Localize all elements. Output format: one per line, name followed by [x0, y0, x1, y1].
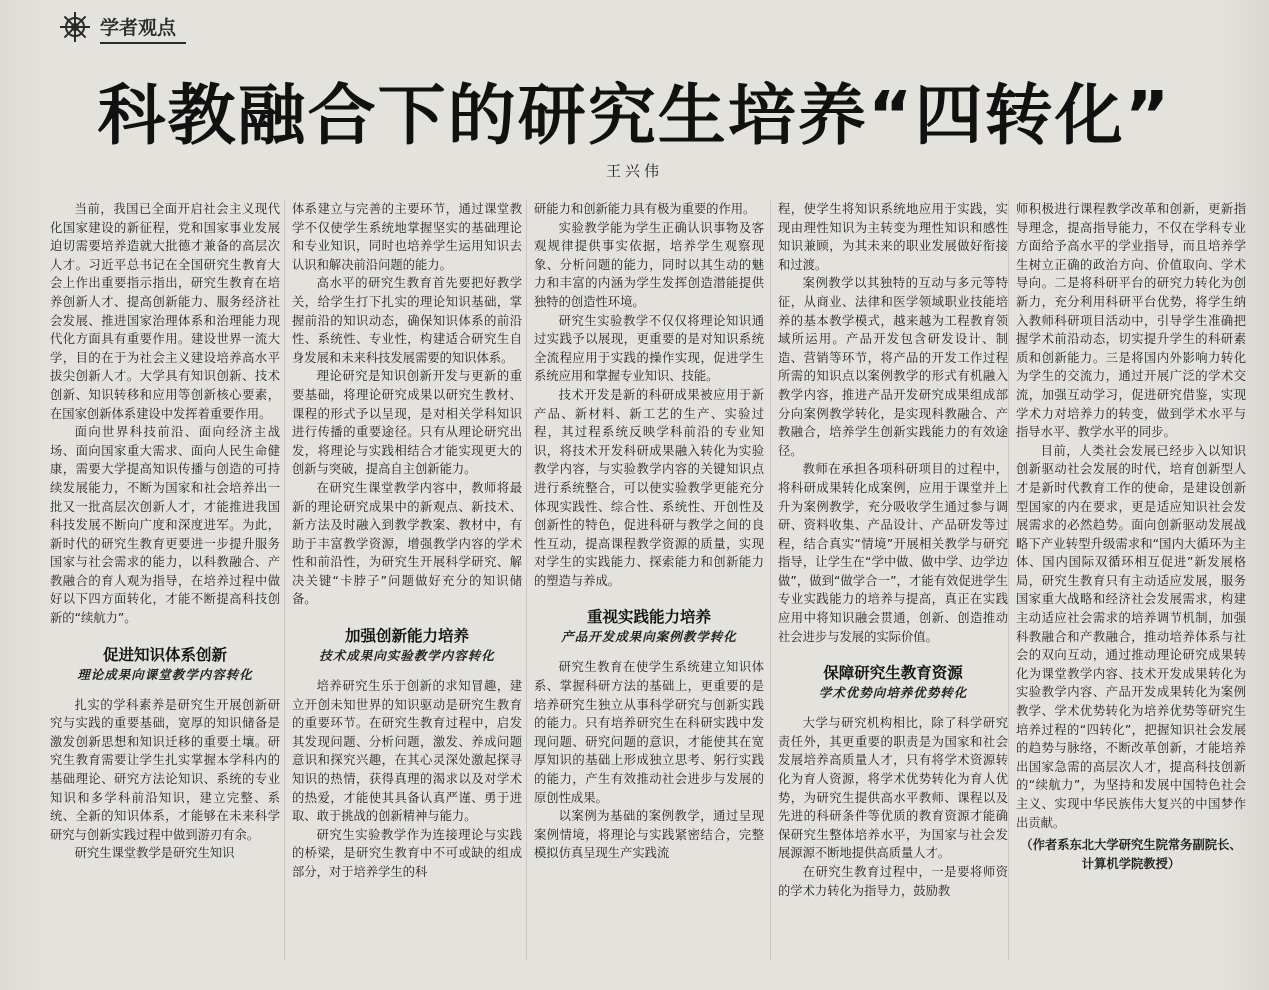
paragraph: 实验教学能为学生正确认识事物及客观规律提供事实依据，培养学生观察现象、分析问题的能力，同时以其生动的魅力和丰富的内涵为学生发挥创造潜能提供独特的创造性环境。 — [534, 220, 764, 309]
ship-wheel-icon — [58, 10, 92, 44]
subheading-title: 保障研究生教育资源 — [823, 664, 963, 683]
paragraph: 教师在承担各项科研项目的过程中，将科研成果转化成案例，应用于课堂并上升为案例教学，充分吸收学生通过参与调研、资料收集、产品设计、产品研发等过程，结合真实“情境”开展相关教学与研究指导，让学生在“学中做、做中学、边学边做”，做到“做学合一”，才能有效促进学生专业实践能力的培养与提高，真正在实践应用中将知识融会贯通，创新、创造推动社会进步与发展的实际价值。 — [778, 462, 1008, 644]
column-rule — [770, 200, 771, 960]
paragraph: 技术开发是新的科研成果被应用于新产品、新材料、新工艺的生产、实验过程，其过程系统反映学科前沿的专业知识，将技术开发科研成果融入转化为实验教学内容，与实验教学内容的关键知识点进行系统整合，可以使实验教学更能充分体现实践性、综合性、系统性、开创性及创新性的特色，促进科研与教学之间的良性互动，提高课程教学资源的质量，实现对学生的实践能力、探索能力和创新能力的塑造与养成。 — [534, 387, 764, 588]
paragraph: 以案例为基础的案例教学，通过呈现案例情境，将理论与实践紧密结合，完整模拟仿真呈现生产实践流 — [534, 809, 764, 861]
paragraph: 师积极进行课程教学改革和创新，更新指导理念，提高指导能力，不仅在学科专业方面给予高水平的学业指导，而且培养学生树立正确的政治方向、价值取向、学术导向。二是将科研平台的研究力转化为创新力，充分利用科研平台优势，将学生纳入教师科研项目活动中，引导学生准确把握学术前沿动态，切实提升学生的科研素质和创新能力。三是将国内外影响力转化为学生的交流力，通过开展广泛的学术交流，加强互动学习，促进研究借鉴，实现学术力对培养力的转变，做到学术水平与指导水平、教学水平的同步。 — [1016, 202, 1246, 440]
paragraph: 当前，我国已全面开启社会主义现代化国家建设的新征程，党和国家事业发展迫切需要培养造就大批德才兼备的高层次人才。习近平总书记在全国研究生教育大会上作出重要指示指出，研究生教育在培养创新人才、提高创新能力、服务经济社会发展、推进国家治理体系和治理能力现代化方面具有重要作用。建设世界一流大学，目的在于为社会主义建设培养高水平拔尖创新人才。大学具有知识创新、技术创新、知识转移和应用等创新核心要素，在国家创新体系建设中发挥着重要作用。 — [50, 202, 280, 421]
section-tag: 学者观点 — [100, 11, 186, 44]
subheading — [50, 644, 280, 684]
paragraph: 培养研究生乐于创新的求知冒趣，建立开创未知世界的知识驱动是研究生教育的重要环节。在研究生教育过程中，启发其发现问题、分析问题，激发、养成问题意识和探究兴趣，在其心灵深处激起探寻知识的热情，获得真理的渴求以及对学术的热爱，才能使其具备认真严谨、勇于进取、敢于挑战的创新精神与能力。 — [292, 679, 522, 824]
subheading — [292, 625, 522, 665]
column-rule — [526, 200, 527, 960]
column-rule — [284, 200, 285, 960]
subheading-title: 重视实践能力培养 — [586, 608, 711, 627]
subheading — [778, 662, 1008, 702]
subheading-title: 促进知识体系创新 — [102, 645, 227, 664]
paragraph: 扎实的学科素养是研究生开展创新研究与实践的重要基础，宽厚的知识储备是激发创新思想和知识迁移的重要土壤。研究生教育需要让学生扎实掌握本学科内的基础理论、研究方法论知识、系统的专业知识和多学科前沿知识，建立完整、系统、全新的知识体系，才能够在未来科学研究与创新实践过程中做到游刃有余。 — [50, 697, 280, 842]
column-5 — [1016, 200, 1246, 970]
paragraph: 研究生实验教学不仅仅将理论知识通过实践予以展现，更重要的是对知识系统全流程应用于实践的操作实现，促进学生系统应用和掌握专业知识、技能。 — [534, 313, 764, 384]
author-byline: （作者系东北大学研究生院常务副院长、计算机学院教授） — [1020, 838, 1242, 871]
paragraph: 在研究生课堂教学内容中，教师将最新的理论研究成果中的新观点、新技术、新方法及时融入到教学教案、教材中，有助于丰富教学资源，增强教学内容的学术性和前沿性，为研究生开展科学研究、解决关键“卡脖子”问题做好充分的知识储备。 — [292, 480, 522, 607]
paragraph: 研究生课堂教学是研究生知识 — [74, 846, 235, 861]
column-2 — [292, 200, 522, 970]
column-rule — [1008, 200, 1009, 960]
paragraph: 程，使学生将知识系统地应用于实践，实现由理性知识为主转变为理性知识和感性知识兼顾，为其未来的职业发展做好衔接和过渡。 — [778, 202, 1008, 272]
column-1 — [50, 200, 280, 970]
section-header — [58, 10, 186, 44]
article-author: 王兴伟 — [605, 162, 663, 180]
subheading-subtitle: 技术成果向实验教学内容转化 — [319, 648, 495, 664]
column-4 — [778, 200, 1008, 970]
paragraph: 大学与研究机构相比，除了科学研究责任外，其更重要的职责是为国家和社会发展培养高质量人才，只有将学术资源转化为育人资源，将学术优势转化为育人优势，为研究生提供高水平教师、课程以及先进的科研条件等优质的教育资源才能确保研究生整体培养水平，为国家与社会发展源源不断地提供高质量人才。 — [778, 716, 1008, 861]
paragraph: 研究生教育在使学生系统建立知识体系、掌握科研方法的基础上，更重要的是培养研究生独立从事科学研究与创新实践的能力。只有培养研究生在科研实践中发现问题、研究问题的意识，才能使其在宽厚知识的基础上形成独立思考、躬行实践的能力，产生有效推动社会进步与发展的原创性成果。 — [534, 660, 764, 805]
paragraph: 高水平的研究生教育首先要把好教学关，给学生打下扎实的理论知识基础，掌握前沿的知识动态，确保知识体系的前沿性、系统性、专业性，构建适合研究生自身发展和未来科技发展需要的知识体系。 — [292, 276, 522, 365]
paragraph: 体系建立与完善的主要环节，通过课堂教学不仅使学生系统地掌握坚实的基础理论和专业知识，同时也培养学生运用知识去认识和解决前沿问题的能力。 — [292, 202, 522, 272]
paragraph: 目前，人类社会发展已经步入以知识创新驱动社会发展的时代，培育创新型人才是新时代教育工作的使命，是建设创新型国家的内在要求，更是适应知识社会发展需求的必然趋势。面向创新驱动发展战略下产业转型升级需求和“国内大循环为主体、国内国际双循环相互促进”新发展格局，研究生教育只有主动适应发展，服务国家重大战略和经济社会发展需求，构建主动适应社会需求的培养调节机制，加强科教融合和产教融合，推动培养体系与社会的双向互动，通过推动理论研究成果转化为课堂教学内容、技术开发成果转化为实验教学内容、产品开发成果转化为案例教学、学术优势转化为培养优势等研究生培养过程的“四转化”，把握知识社会发展的趋势与脉络，不断改革创新，才能培养出国家急需的高层次人才，提高科技创新的“续航力”，为坚持和发展中国特色社会主义、实现中华民族伟大复兴的中国梦作出贡献。 — [1016, 443, 1246, 830]
paragraph: 面向世界科技前沿、面向经济主战场、面向国家重大需求、面向人民生命健康，需要大学提高知识传播与创造的可持续发展能力，不断为国家和社会培养出一批又一批高层次创新人才，才能推进我国科技发展不断向广度和深度进军。为此，新时代的研究生教育更要进一步提升服务国家与社会需求的能力，以科教融合、产教融合的育人观为指导，在培养过程中做好以下四方面转化，才能不断提高科技创新的“续航力”。 — [50, 425, 280, 626]
subheading-subtitle: 学术优势向培养优势转化 — [818, 685, 968, 701]
subheading-title: 加强创新能力培养 — [344, 627, 469, 646]
subheading — [534, 606, 764, 646]
paragraph: 研究生实验教学作为连接理论与实践的桥梁，是研究生教育中不可或缺的组成部分，对于培养学生的科 — [292, 827, 522, 879]
article-title: 科教融合下的研究生培养“四转化” — [97, 77, 1172, 154]
paragraph: 理论研究是知识创新开发与更新的重要基础，将理论研究成果以研究生教材、课程的形式予以呈现，是对相关学科知识进行传播的重要途径。只有从理论研究出发，将理论与实践相结合才能实现更大的创新与突破，提高自主创新能力。 — [292, 369, 522, 477]
paragraph: 案例教学以其独特的互动与多元等特征，从商业、法律和医学领域职业技能培养的基本教学模式，越来越为工程教育领域所运用。产品开发包含研发设计、制造、营销等环节，将产品的开发工作过程所需的知识点以案例教学的形式有机融入教学内容，推进产品开发研究成果组成部分向案例教学转化，是实现科教融合、产教融合，培养学生创新实践能力的有效途径。 — [778, 276, 1008, 458]
paragraph: 在研究生教育过程中，一是要将师资的学术力转化为指导力，鼓励教 — [778, 865, 1008, 898]
paragraph: 研能力和创新能力具有极为重要的作用。 — [534, 202, 756, 216]
subheading-subtitle: 理论成果向课堂教学内容转化 — [77, 666, 253, 682]
column-3 — [534, 200, 764, 970]
subheading-subtitle: 产品开发成果向案例教学转化 — [561, 629, 737, 645]
